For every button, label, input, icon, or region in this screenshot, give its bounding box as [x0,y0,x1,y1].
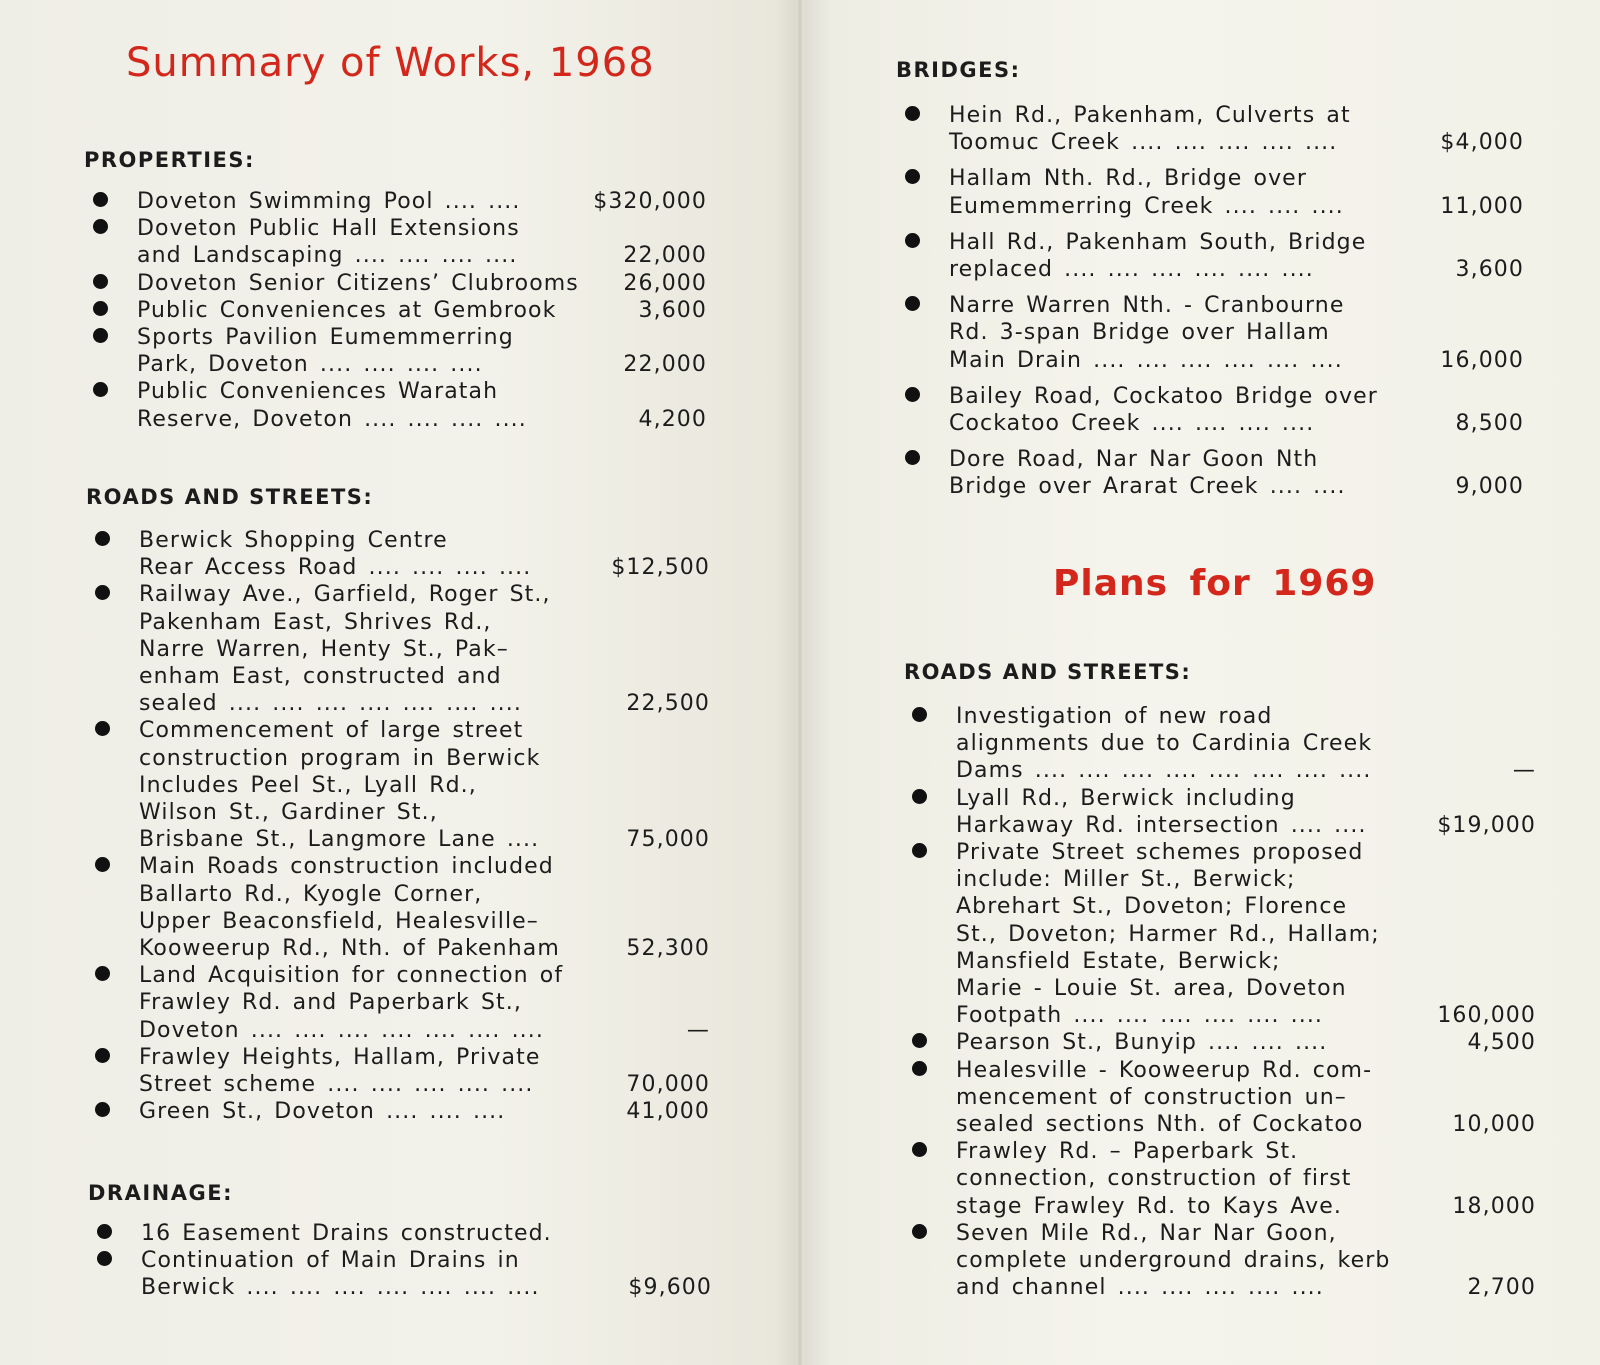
list-item [139,1098,710,1125]
item-amount: 3,600 [638,297,707,323]
item-text-line: Main Drain .... .... .... .... .... .... [949,347,1343,373]
item-text-line: Railway Ave., Garfield, Roger St., [139,582,551,608]
roads-heading-1968: ROADS AND STREETS: [86,485,374,509]
item-text-line: Harkaway Rd. intersection .... .... [956,812,1367,838]
item-amount: 4,200 [638,406,707,432]
item-text-line: Berwick .... .... .... .... .... .... .... [141,1275,540,1301]
list-item [139,853,710,962]
item-amount: 10,000 [1452,1112,1536,1138]
list-item [956,1029,1536,1056]
properties-heading: PROPERTIES: [84,148,255,172]
list-item [139,527,710,581]
list-item [956,1138,1536,1220]
item-text-line: enham East, constructed and [139,664,502,690]
plans-title: Plans for 1969 [1053,563,1377,604]
item-text-line: Includes Peel St., Lyall Rd., [139,772,477,798]
item-text-line: Frawley Rd. – Paperbark St. [956,1139,1299,1165]
item-text-line: construction program in Berwick [139,745,541,771]
item-text-line: Toomuc Creek .... .... .... .... .... [949,130,1338,156]
bridges-heading: BRIDGES: [896,58,1021,82]
item-amount: 9,000 [1455,474,1524,500]
list-item [137,297,707,324]
item-amount: 2,700 [1467,1275,1536,1301]
item-text-line: Land Acquisition for connection of [139,963,564,989]
item-amount: 8,500 [1455,411,1524,437]
item-text-line: sealed sections Nth. of Cockatoo [956,1112,1364,1138]
item-text-line: alignments due to Cardinia Creek [956,731,1373,757]
item-text-line: Eumemmerring Creek .... .... .... [949,193,1344,219]
drainage-list [141,1220,712,1302]
item-text-line: Abrehart St., Doveton; Florence [956,894,1348,920]
properties-list [137,188,707,433]
item-text-line: connection, construction of first [956,1166,1352,1192]
list-item [956,785,1536,839]
bullet-icon [912,1224,927,1239]
item-text-line: Frawley Heights, Hallam, Private [139,1044,541,1070]
item-text-line: Park, Doveton .... .... .... .... [137,352,483,378]
item-text-line: Hall Rd., Pakenham South, Bridge [949,229,1367,255]
list-item [137,188,707,215]
roads-list-1969 [956,703,1536,1301]
bullet-icon [97,1224,112,1239]
item-text-line: Reserve, Doveton .... .... .... .... [137,406,527,432]
item-text-line: Bailey Road, Cockatoo Bridge over [949,383,1378,409]
item-text-line: Narre Warren Nth. - Cranbourne [949,293,1345,319]
item-text-line: Hein Rd., Pakenham, Culverts at [949,103,1351,128]
list-item [139,581,710,717]
bridges-list [949,102,1524,501]
item-amount: 52,300 [626,936,710,962]
bullet-icon [912,707,927,722]
item-amount: $320,000 [593,189,707,214]
item-text-line: Upper Beaconsfield, Healesville– [139,908,539,934]
bullet-icon [912,789,927,804]
item-amount: — [686,1017,710,1043]
bullet-icon [95,1048,110,1063]
item-amount: — [1512,758,1536,784]
item-text-line: Doveton Public Hall Extensions [137,216,520,242]
item-text-line: Wilson St., Gardiner St., [139,800,438,826]
item-text-line: Doveton Swimming Pool .... .... [137,189,521,214]
list-item [956,1220,1536,1302]
item-amount: $9,600 [628,1275,712,1301]
item-text-line: Bridge over Ararat Creek .... .... [949,474,1346,500]
bullet-icon [905,106,920,121]
item-amount: 4,500 [1467,1030,1536,1056]
book-spine [796,0,804,1365]
item-amount: 22,000 [623,243,707,269]
item-text-line: Public Conveniences Waratah [137,379,499,405]
item-text-line: replaced .... .... .... .... .... .... [949,257,1314,283]
item-amount: 75,000 [626,827,710,853]
list-item [141,1220,712,1247]
item-text-line: Pearson St., Bunyip .... .... .... [956,1030,1328,1056]
item-text-line: Doveton .... .... .... .... .... .... .... [139,1017,544,1043]
item-text-line: Cockatoo Creek .... .... .... .... [949,411,1315,437]
item-text-line: Mansfield Estate, Berwick; [956,948,1281,974]
list-item [137,378,707,432]
item-text-line: Investigation of new road [956,704,1273,729]
bullet-icon [905,387,920,402]
list-item [949,229,1524,283]
bullet-icon [93,328,108,343]
item-text-line: Dams .... .... .... .... .... .... .... .... [956,758,1372,784]
item-text-line: Seven Mile Rd., Nar Nar Goon, [956,1220,1337,1246]
item-text-line: Brisbane St., Langmore Lane .... [139,827,540,853]
roads-list-1968 [139,527,710,1125]
item-amount: 41,000 [626,1099,710,1125]
item-text-line: complete underground drains, kerb [956,1248,1391,1274]
item-text-line: Frawley Rd. and Paperbark St., [139,990,522,1016]
list-item [956,839,1536,1029]
list-item [137,270,707,297]
bullet-icon [912,843,927,858]
list-item [949,102,1524,156]
list-item [949,165,1524,219]
item-text-line: 16 Easement Drains constructed. [141,1221,552,1246]
list-item [141,1247,712,1301]
item-amount: 26,000 [623,270,707,296]
bullet-icon [93,274,108,289]
item-text-line: Lyall Rd., Berwick including [956,785,1296,811]
item-amount: 70,000 [626,1072,710,1098]
list-item [139,717,710,853]
item-text-line: Rd. 3-span Bridge over Hallam [949,320,1330,346]
item-text-line: and channel .... .... .... .... .... [956,1275,1324,1301]
item-text-line: Pakenham East, Shrives Rd., [139,609,492,635]
item-text-line: Continuation of Main Drains in [141,1248,520,1274]
item-text-line: Main Roads construction included [139,854,554,880]
item-text-line: Rear Access Road .... .... .... .... [139,555,532,581]
list-item [139,962,710,1044]
item-amount: 16,000 [1440,347,1524,373]
list-item [137,215,707,269]
item-text-line: Public Conveniences at Gembrook [137,297,557,323]
bullet-icon [95,531,110,546]
item-text-line: and Landscaping .... .... .... .... [137,243,518,269]
item-text-line: Marie - Louie St. area, Doveton [956,976,1347,1002]
item-text-line: sealed .... .... .... .... .... .... .... [139,691,522,717]
item-amount: $12,500 [611,555,710,581]
item-amount: 18,000 [1452,1193,1536,1219]
item-amount: 11,000 [1440,193,1524,219]
item-text-line: include: Miller St., Berwick; [956,867,1296,893]
item-amount: 160,000 [1437,1003,1536,1029]
item-text-line: mencement of construction un– [956,1084,1347,1110]
drainage-heading: DRAINAGE: [88,1181,233,1205]
item-text-line: Healesville - Kooweerup Rd. com- [956,1057,1373,1083]
item-text-line: Dore Road, Nar Nar Goon Nth [949,447,1319,473]
bullet-icon [905,233,920,248]
item-text-line: Ballarto Rd., Kyogle Corner, [139,881,483,907]
item-amount: $19,000 [1437,812,1536,838]
bullet-icon [93,192,108,207]
bullet-icon [912,1061,927,1076]
list-item [949,446,1524,500]
item-text-line: Sports Pavilion Eumemmerring [137,325,514,351]
item-text-line: Hallam Nth. Rd., Bridge over [949,166,1307,192]
bullet-icon [93,301,108,316]
item-text-line: Footpath .... .... .... .... .... .... [956,1003,1324,1029]
item-text-line: Green St., Doveton .... .... .... [139,1099,506,1125]
item-text-line: stage Frawley Rd. to Kays Ave. [956,1193,1342,1219]
page-title: Summary of Works, 1968 [126,40,655,86]
list-item [949,383,1524,437]
roads-heading-1969: ROADS AND STREETS: [904,660,1192,684]
list-item [956,1057,1536,1139]
list-item [137,324,707,378]
item-text-line: St., Doveton; Harmer Rd., Hallam; [956,921,1380,947]
item-text-line: Private Street schemes proposed [956,840,1364,866]
item-text-line: Berwick Shopping Centre [139,528,448,553]
item-amount: 22,500 [626,691,710,717]
list-item [956,703,1536,785]
list-item [949,292,1524,374]
item-text-line: Street scheme .... .... .... .... .... [139,1072,534,1098]
item-amount: 3,600 [1455,257,1524,283]
list-item [139,1044,710,1098]
item-text-line: Commencement of large street [139,718,524,744]
item-text-line: Doveton Senior Citizens’ Clubrooms [137,270,579,296]
item-amount: 22,000 [623,352,707,378]
item-amount: $4,000 [1440,130,1524,156]
item-text-line: Kooweerup Rd., Nth. of Pakenham [139,936,560,962]
item-text-line: Narre Warren, Henty St., Pak– [139,636,509,662]
